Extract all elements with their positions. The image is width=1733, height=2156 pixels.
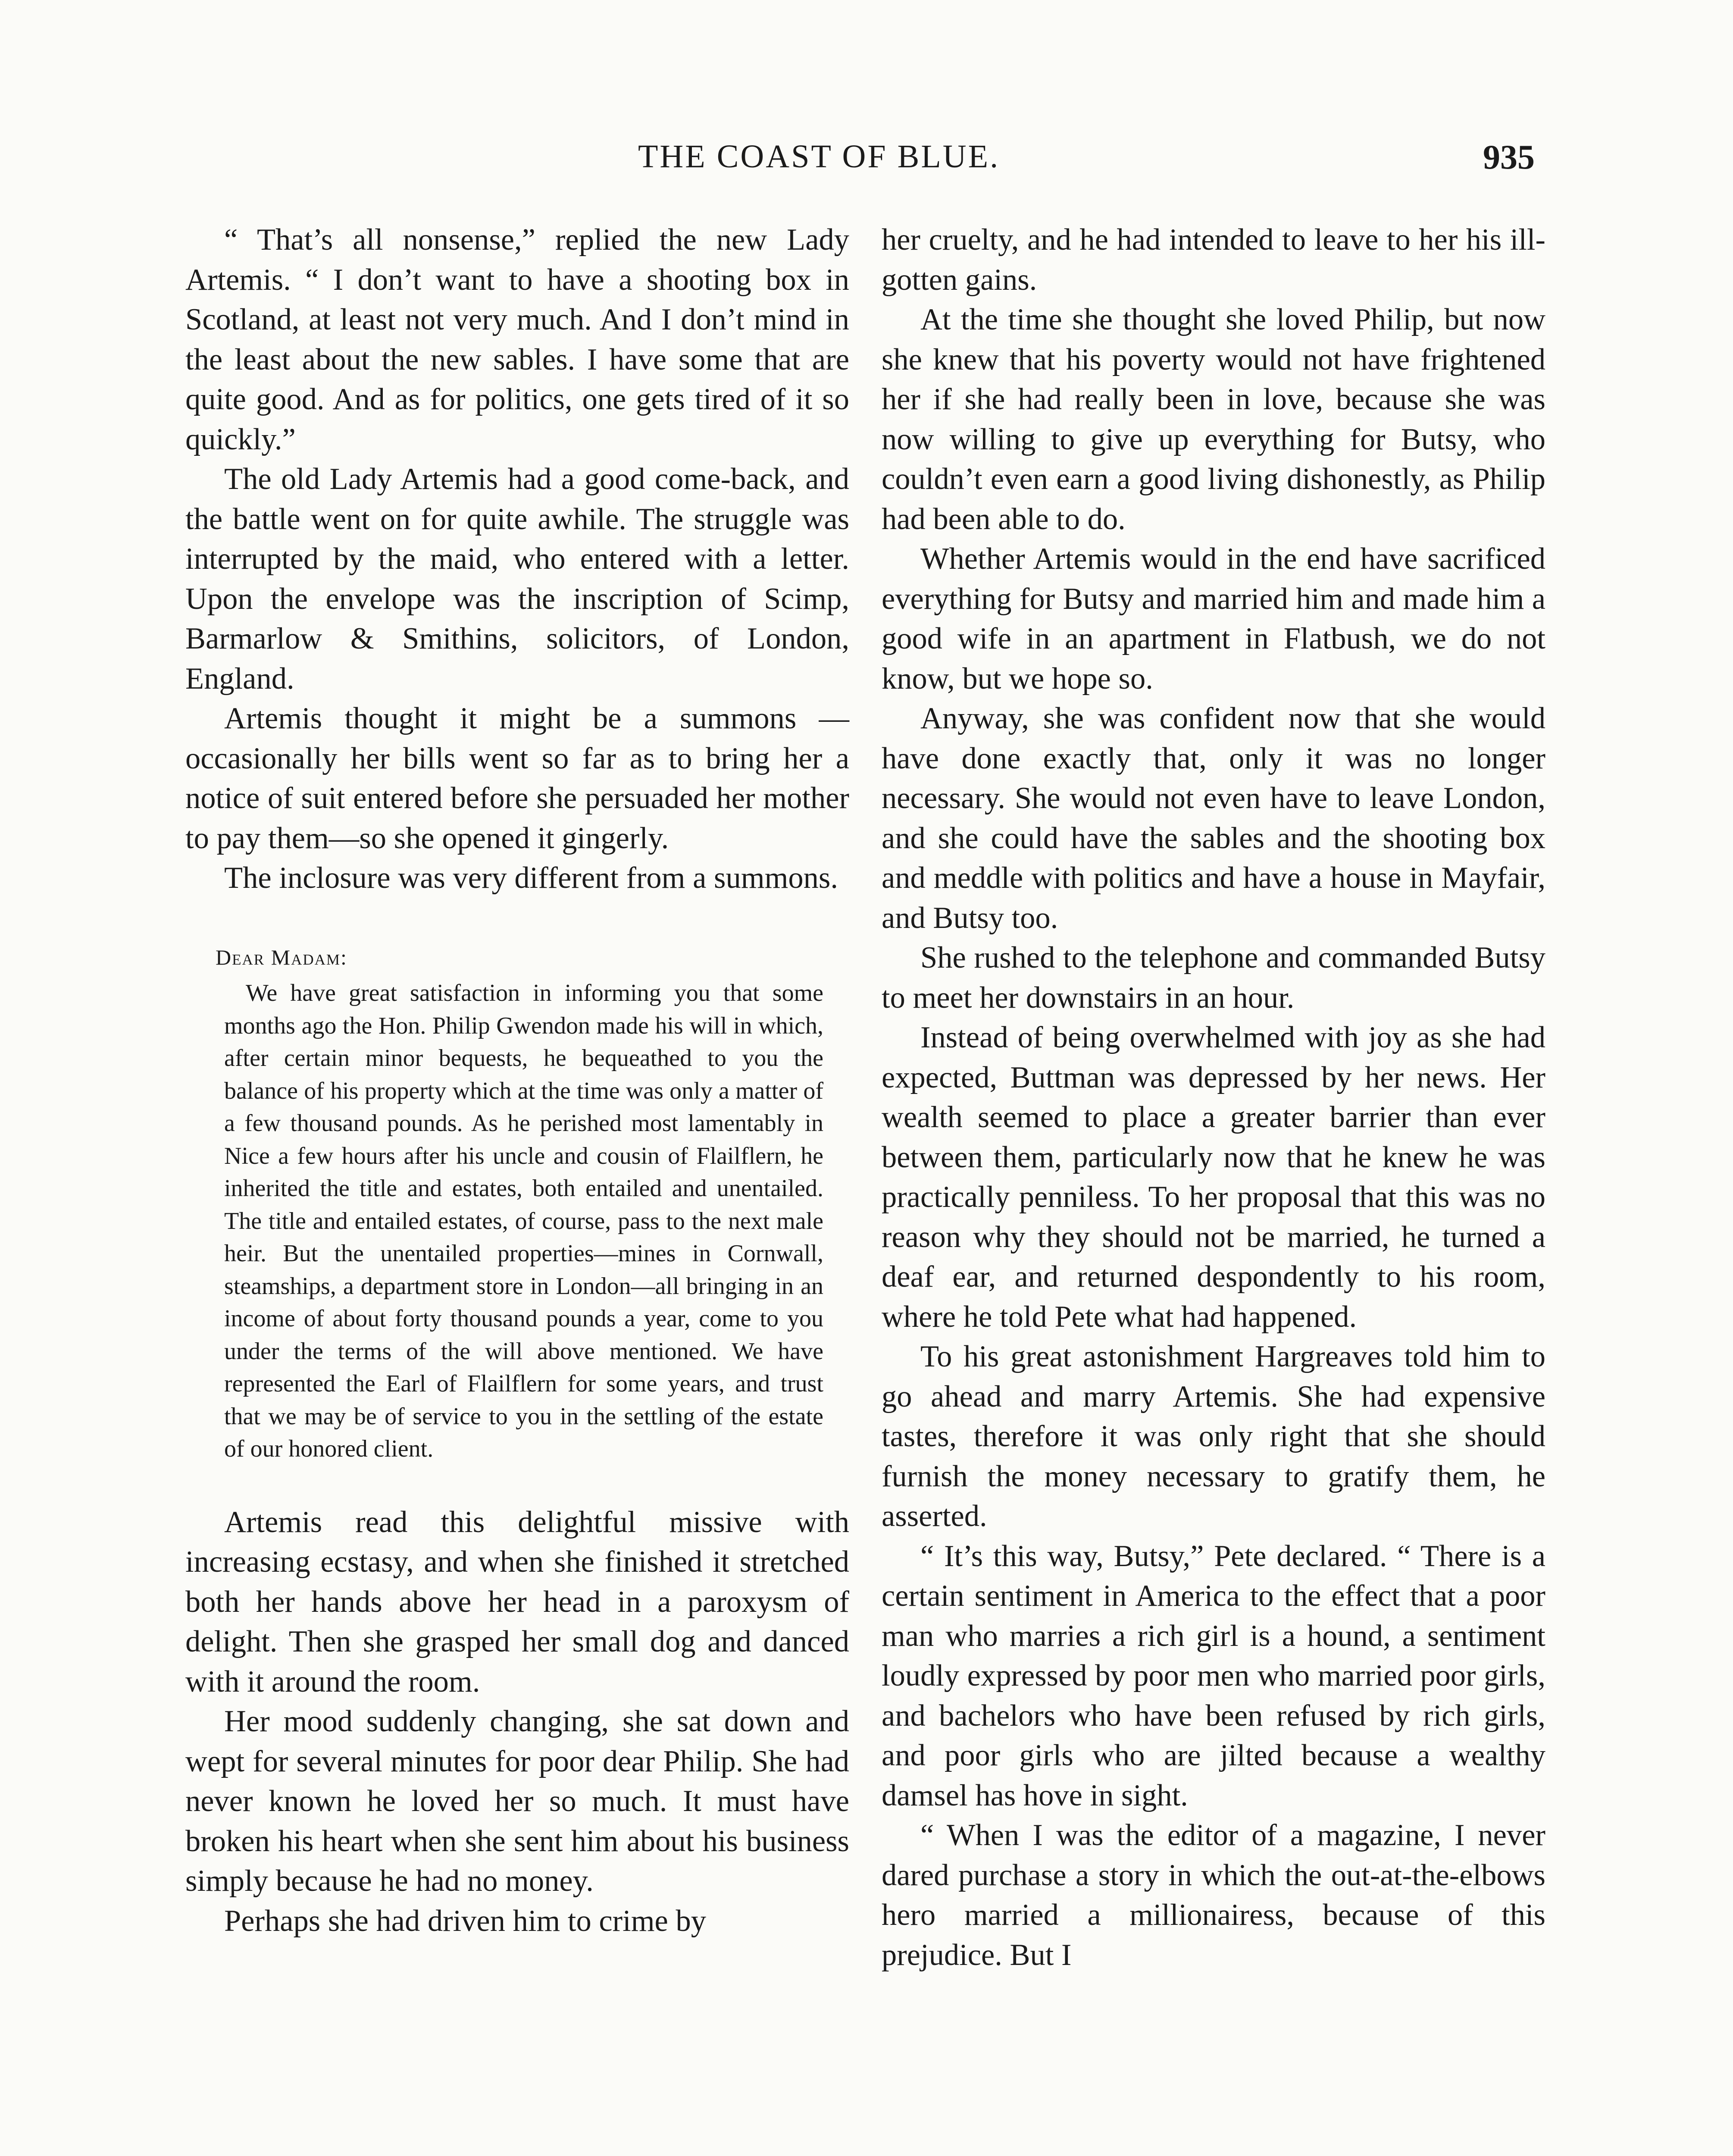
paragraph: Anyway, she was confident now that she would have done exactly that, only it was no longer necessary. She would not even have to leave London, and she could have the sables and the shooting box and meddle with politics and have a house in Mayfair, and Butsy too.	[882, 702, 1545, 935]
paragraph: Instead of being overwhelmed with joy as she had expected, Buttman was depressed by her news. Her wealth seemed to place a greater barrier than ever between them, particularly now that he knew he was practically penniless. To her proposal that this was no reason why they should not be married, he turned a deaf ear, and returned despondently to his room, where he told Pete what had happened.	[882, 1021, 1545, 1334]
paragraph: The old Lady Artemis had a good come-back, and the battle went on for quite awhile. The struggle was interrupted by the maid, who entered with a letter. Upon the envelope was the inscription of Scimp, Barmarlow & Smithins, solicitors, of London, England.	[185, 462, 849, 696]
paragraph: Her mood suddenly changing, she sat down and wept for several minutes for poor dear Philip. She had never known he loved her so much. It must have broken his heart when she sent him about his business simply because he had no money.	[185, 1705, 849, 1898]
paragraph: Artemis read this delightful missive with increasing ecstasy, and when she finished it stretched both her hands above her head in a paroxysm of delight. Then she grasped her small dog and danced with it around the room.	[185, 1505, 849, 1698]
paragraph: “ When I was the editor of a magazine, I never dared purchase a story in which the out-at-the-elbows hero married a millionairess, because of this prejudice. But I	[882, 1818, 1545, 1972]
quoted-letter	[216, 941, 823, 1466]
paragraph: At the time she thought she loved Philip, but now she knew that his poverty would not have frightened her if she had really been in love, because she was now willing to give up everything for Butsy, who couldn’t even earn a good living dishonestly, as Philip had been able to do.	[882, 303, 1545, 536]
page-number: 935	[1483, 138, 1535, 176]
paragraph: “ It’s this way, Butsy,” Pete declared. “ There is a certain sentiment in America to the effect that a poor man who marries a rich girl is a hound, a sentiment loudly expressed by poor men who married poor girls, and bachelors who have been refused by rich girls, and poor girls who are jilted because a wealthy damsel has hove in sight.	[882, 1539, 1545, 1812]
paragraph: Artemis thought it might be a summons —occasionally her bills went so far as to bring her a notice of suit entered before she persuaded her mother to pay them—so she opened it gingerly.	[185, 702, 849, 855]
paragraph-continuation: her cruelty, and he had intended to leave to her his ill-gotten gains.	[882, 223, 1545, 297]
paragraph: The inclosure was very different from a summons.	[224, 861, 838, 895]
letter-salutation: Dear Madam:	[216, 945, 347, 969]
paragraph: Perhaps she had driven him to crime by	[224, 1904, 706, 1938]
left-column	[185, 220, 849, 1941]
paragraph: “ That’s all nonsense,” replied the new Lady Artemis. “ I don’t want to have a shooting box in Scotland, at least not very much. And I don’t mind in the least about the new sables. I have some that are quite good. And as for politics, one gets tired of it so quickly.”	[185, 223, 849, 456]
paragraph: She rushed to the telephone and commanded Butsy to meet her downstairs in an hour.	[882, 941, 1545, 1015]
letter-body: We have great satisfaction in informing you that some months ago the Hon. Philip Gwendon made his will in which, after certain minor bequests, he bequeathed to you the balance of his property which at the time was only a matter of a few thousand pounds. As he perished most lamentably in Nice a few hours after his uncle and cousin of Flailflern, he inherited the title and estates, both entailed and unentailed. The title and entailed estates, of course, pass to the next male heir. But the unentailed properties—mines in Cornwall, steamships, a department store in London—all bringing in an income of about forty thousand pounds a year, come to you under the terms of the will above mentioned. We have represented the Earl of Flailflern for some years, and trust that we may be of service to you in the settling of the estate of our honored client.	[224, 980, 823, 1462]
running-title: THE COAST OF BLUE.	[638, 138, 1000, 175]
paragraph: Whether Artemis would in the end have sacrificed everything for Butsy and married him and made him a good wife in an apartment in Flatbush, we do not know, but we hope so.	[882, 542, 1545, 696]
paragraph: To his great astonishment Hargreaves told him to go ahead and marry Artemis. She had expensive tastes, therefore it was only right that she should furnish the money necessary to gratify them, he asserted.	[882, 1340, 1545, 1533]
right-column	[882, 220, 1545, 1975]
